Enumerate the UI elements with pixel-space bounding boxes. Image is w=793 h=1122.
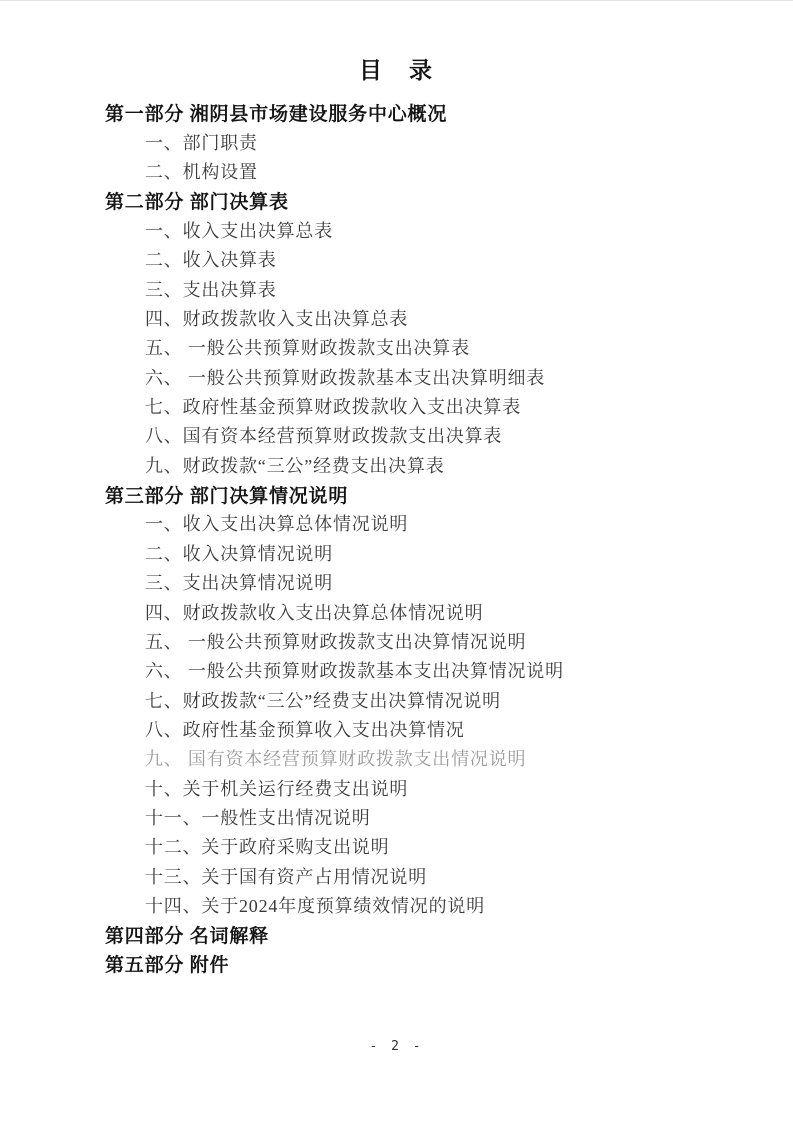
toc-item: 七、政府性基金预算财政拨款收入支出决算表 <box>145 397 521 418</box>
table-of-contents <box>0 98 793 978</box>
toc-item: 二、收入决算情况说明 <box>145 543 333 564</box>
toc-section <box>105 949 753 978</box>
toc-item: 九、财政拨款“三公”经费支出决算表 <box>145 455 445 476</box>
toc-item: 九、 国有资本经营预算财政拨款支出情况说明 <box>145 749 527 770</box>
toc-item: 八、政府性基金预算收入支出决算情况 <box>145 719 465 740</box>
toc-item: 二、收入决算表 <box>145 250 277 271</box>
toc-item: 五、 一般公共预算财政拨款支出决算表 <box>145 338 470 359</box>
toc-item: 十、关于机关运行经费支出说明 <box>145 778 409 799</box>
toc-item: 七、财政拨款“三公”经费支出决算情况说明 <box>145 690 501 711</box>
document-title: 目 录 <box>359 58 434 83</box>
section-heading: 第四部分 名词解释 <box>105 925 269 947</box>
section-heading: 第三部分 部门决算情况说明 <box>105 485 349 507</box>
toc-item: 三、支出决算表 <box>145 279 277 300</box>
toc-section <box>105 98 753 186</box>
toc-item: 六、 一般公共预算财政拨款基本支出决算明细表 <box>145 367 546 388</box>
toc-item: 二、机构设置 <box>145 162 258 183</box>
toc-item: 八、国有资本经营预算财政拨款支出决算表 <box>145 426 503 447</box>
toc-item: 一、收入支出决算总表 <box>145 221 333 242</box>
toc-item: 十二、关于政府采购支出说明 <box>145 837 390 858</box>
toc-item: 十四、关于2024年度预算绩效情况的说明 <box>145 895 485 916</box>
toc-section <box>105 920 753 949</box>
toc-item: 十一、一般性支出情况说明 <box>145 807 371 828</box>
section-items <box>105 127 753 186</box>
toc-item: 十三、关于国有资产占用情况说明 <box>145 866 427 887</box>
section-heading: 第二部分 部门决算表 <box>105 192 289 214</box>
toc-item: 一、部门职责 <box>145 133 258 154</box>
page-number: - 2 - <box>369 1039 424 1054</box>
toc-item: 四、财政拨款收入支出决算总体情况说明 <box>145 602 484 623</box>
section-heading: 第一部分 湘阴县市场建设服务中心概况 <box>105 104 448 126</box>
toc-item: 三、支出决算情况说明 <box>145 573 333 594</box>
toc-section <box>105 186 753 479</box>
toc-item: 五、 一般公共预算财政拨款支出决算情况说明 <box>145 631 527 652</box>
toc-item: 六、 一般公共预算财政拨款基本支出决算情况说明 <box>145 661 564 682</box>
toc-section <box>105 479 753 919</box>
section-items <box>105 215 753 479</box>
toc-item: 一、收入支出决算总体情况说明 <box>145 514 409 535</box>
section-heading: 第五部分 附件 <box>105 955 230 977</box>
section-items <box>105 509 753 920</box>
toc-item: 四、财政拨款收入支出决算总表 <box>145 309 409 330</box>
